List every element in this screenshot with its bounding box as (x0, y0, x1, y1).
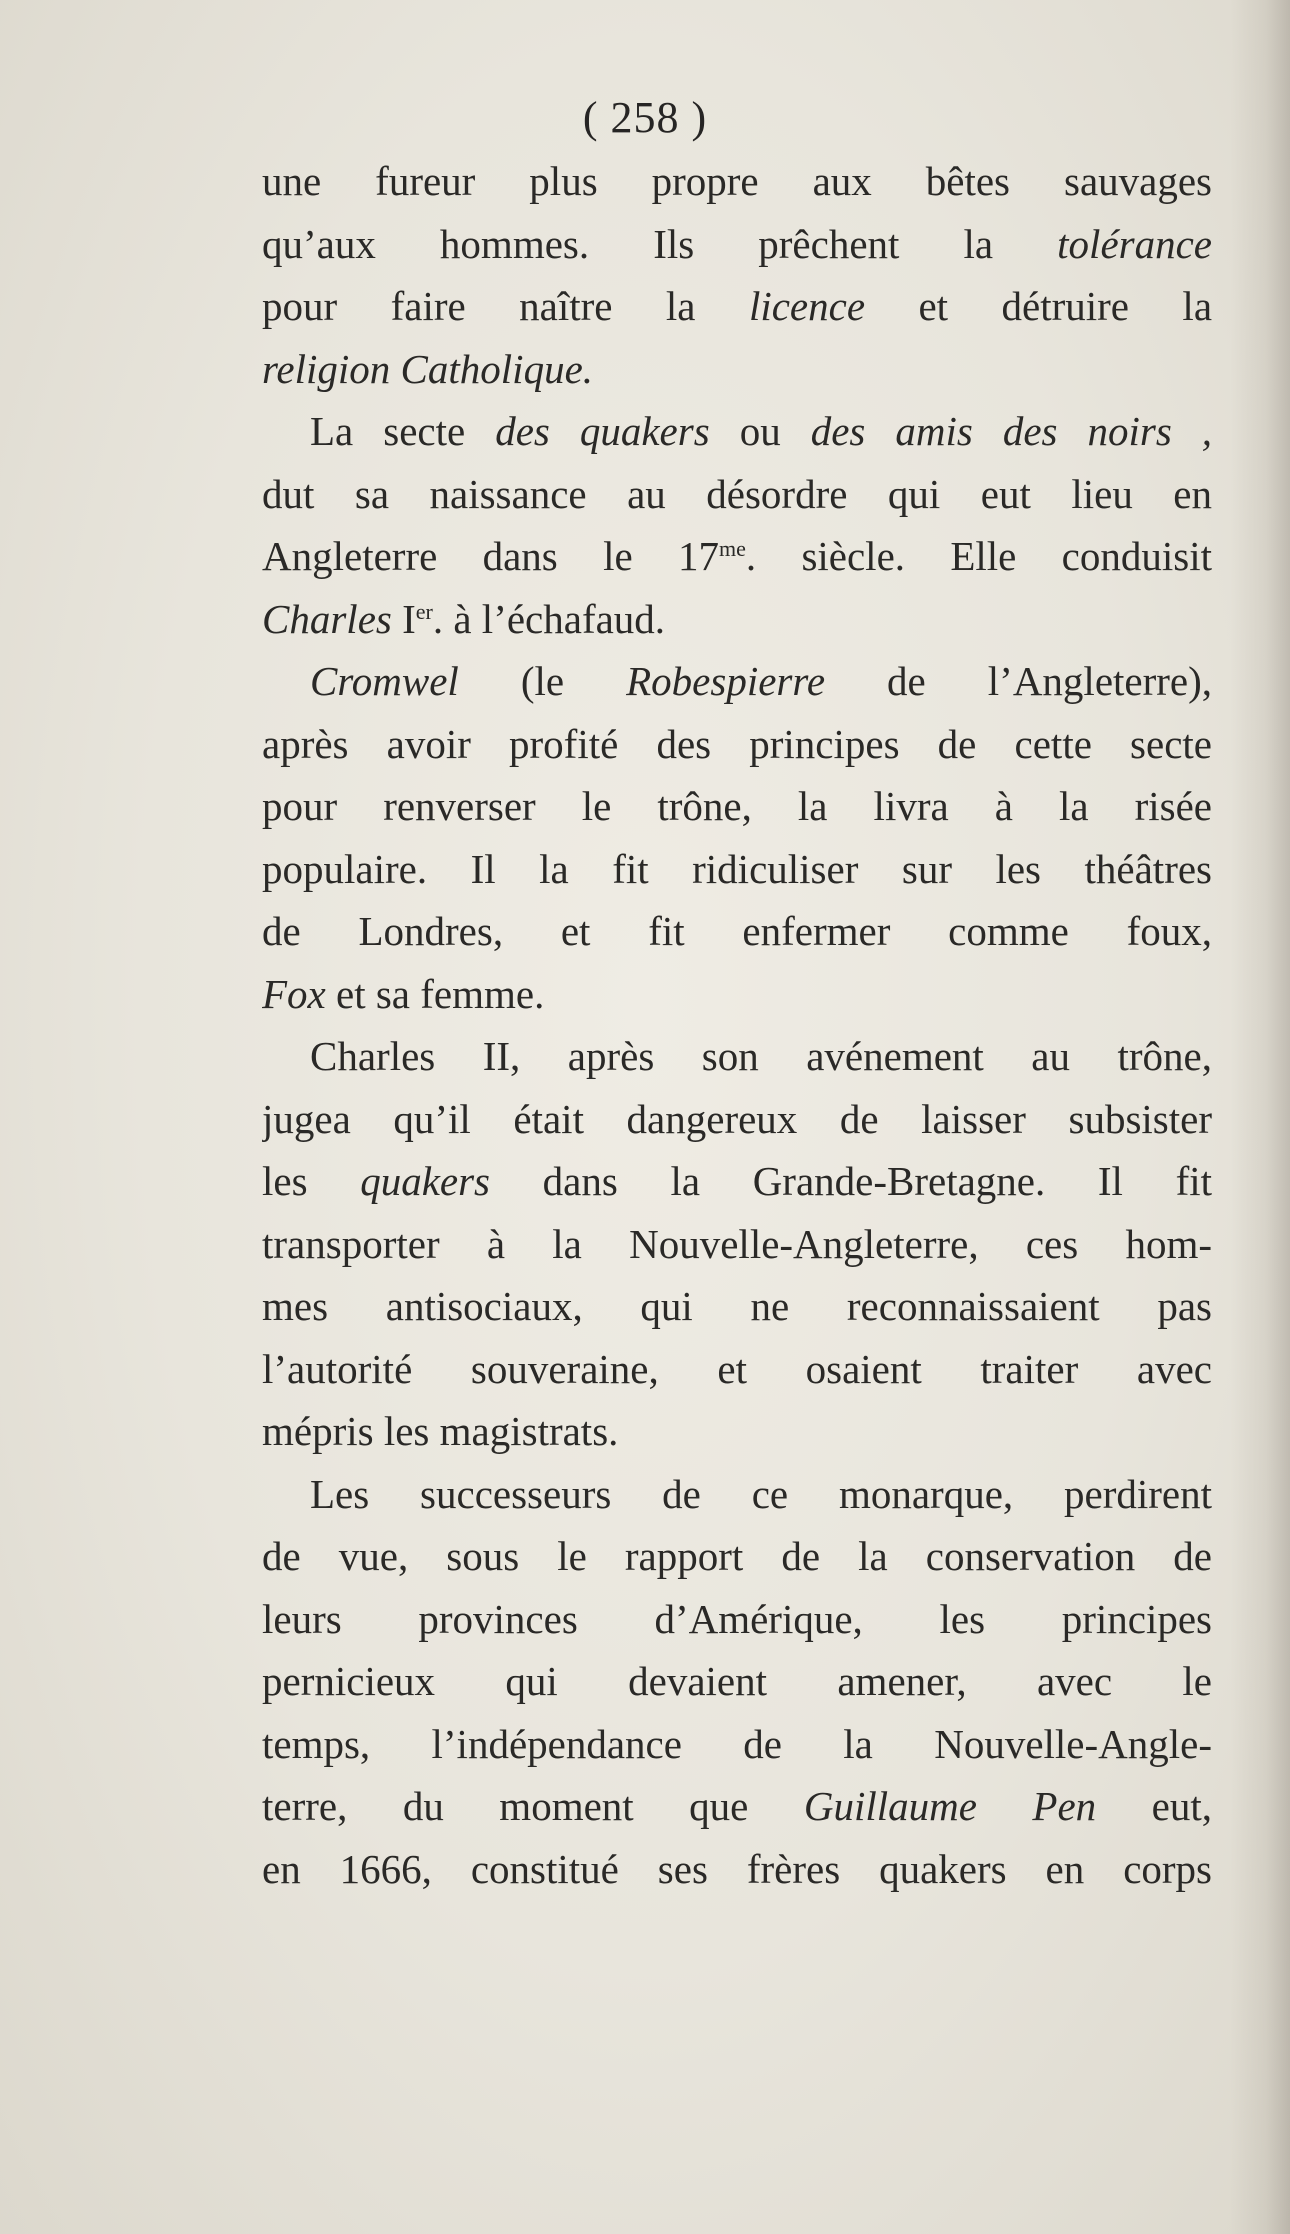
text-line: populaire. Il la fit ridiculiser sur les théâtres (262, 845, 1212, 892)
text-line: mépris les magistrats. (262, 1408, 619, 1454)
text-line: pernicieux qui devaient amener, avec le (262, 1658, 1212, 1704)
page-edge-shadow (1230, 0, 1290, 2234)
text-line: dut sa naissance au désordre qui eut lieu en (262, 470, 1212, 517)
text-line: les quakers dans la Grande-Bretagne. Il fit (262, 1158, 1212, 1204)
text-line: religion Catholique. (262, 345, 594, 392)
text-line: Charles Ier. à l’échafaud. (262, 595, 666, 642)
text-line: La secte des quakers ou des amis des noirs , (310, 408, 1212, 454)
text-line: en 1666, constitué ses frères quakers en corps (262, 1845, 1212, 1892)
text-line: jugea qu’il était dangereux de laisser subsister (262, 1095, 1212, 1142)
text-line: Fox et sa femme. (262, 970, 545, 1017)
text-line: l’autorité souveraine, et osaient traiter avec (262, 1345, 1212, 1392)
text-line: temps, l’indépendance de la Nouvelle-Angle- (262, 1720, 1212, 1767)
text-line: après avoir profité des principes de cette secte (262, 720, 1212, 767)
text-line: Cromwel (le Robespierre de l’Angleterre), (310, 658, 1212, 704)
text-line: Charles II, après son avénement au trône, (310, 1033, 1212, 1079)
page-number: ( 258 ) (582, 93, 708, 142)
text-line: de Londres, et fit enfermer comme foux, (262, 908, 1212, 954)
text-line: leurs provinces d’Amérique, les principes (262, 1595, 1212, 1642)
text-line: une fureur plus propre aux bêtes sauvages (262, 158, 1212, 204)
text-line: de vue, sous le rapport de la conservation de (262, 1533, 1212, 1579)
text-line: Angleterre dans le $17^{me}$. siècle. Elle conduisit (262, 533, 1212, 579)
text-line: qu’aux hommes. Ils prêchent la tolérance (262, 220, 1212, 267)
text-line: Les successeurs de ce monarque, perdirent (310, 1470, 1212, 1517)
text-line: mes antisociaux, qui ne reconnaissaient pas (262, 1283, 1212, 1329)
body-text (262, 150, 1212, 1900)
text-line: terre, du moment que Guillaume Pen eut, (262, 1783, 1212, 1829)
text-line: transporter à la Nouvelle-Angleterre, ces hom- (262, 1220, 1212, 1267)
text-line: pour faire naître la licence et détruire la (262, 283, 1212, 329)
text-line: pour renverser le trône, la livra à la risée (262, 783, 1212, 829)
